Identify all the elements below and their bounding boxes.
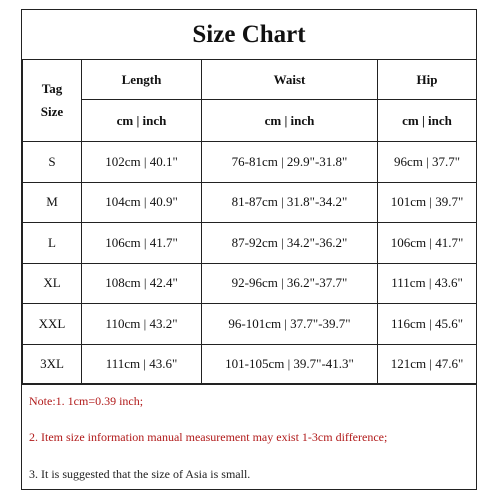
note-asia-size: 3. It is suggested that the size of Asia is small. <box>29 467 251 481</box>
notes-section <box>22 383 476 490</box>
hip-cell: 101cm | 39.7" <box>378 182 477 223</box>
note-conversion: Note:1. 1cm=0.39 inch; <box>29 394 144 408</box>
hip-cell: 121cm | 47.6" <box>378 344 477 385</box>
size-cell: XXL <box>23 304 82 345</box>
waist-unit: cm | inch <box>202 100 378 142</box>
size-cell: XL <box>23 263 82 304</box>
hip-cell: 96cm | 37.7" <box>378 142 477 183</box>
hip-cell: 116cm | 45.6" <box>378 304 477 345</box>
table-row <box>23 182 477 223</box>
table-row <box>23 263 477 304</box>
waist-header: Waist <box>202 60 378 100</box>
size-cell: M <box>23 182 82 223</box>
waist-cell: 76-81cm | 29.9"-31.8" <box>202 142 378 183</box>
tag-label: Tag <box>41 81 63 97</box>
length-cell: 106cm | 41.7" <box>82 223 202 264</box>
table-row <box>23 142 477 183</box>
length-cell: 102cm | 40.1" <box>82 142 202 183</box>
size-label: Size <box>40 103 64 119</box>
hip-unit: cm | inch <box>378 100 477 142</box>
tag-size-header <box>23 60 82 142</box>
length-unit: cm | inch <box>82 100 202 142</box>
length-cell: 108cm | 42.4" <box>82 263 202 304</box>
waist-cell: 101-105cm | 39.7"-41.3" <box>202 344 378 385</box>
table-row <box>23 223 477 264</box>
length-cell: 104cm | 40.9" <box>82 182 202 223</box>
waist-cell: 87-92cm | 34.2"-36.2" <box>202 223 378 264</box>
length-cell: 111cm | 43.6" <box>82 344 202 385</box>
length-cell: 110cm | 43.2" <box>82 304 202 345</box>
size-cell: L <box>23 223 82 264</box>
page-title: Size Chart <box>22 10 476 60</box>
waist-cell: 96-101cm | 37.7"-39.7" <box>202 304 378 345</box>
waist-cell: 81-87cm | 31.8"-34.2" <box>202 182 378 223</box>
hip-cell: 111cm | 43.6" <box>378 263 477 304</box>
size-table <box>22 59 477 385</box>
size-chart <box>21 9 477 490</box>
hip-cell: 106cm | 41.7" <box>378 223 477 264</box>
size-cell: 3XL <box>23 344 82 385</box>
length-header: Length <box>82 60 202 100</box>
note-measurement: 2. Item size information manual measurement may exist 1-3cm difference; <box>29 430 388 444</box>
unit-row <box>23 100 477 142</box>
header-row <box>23 60 477 100</box>
table-row <box>23 304 477 345</box>
size-cell: S <box>23 142 82 183</box>
hip-header: Hip <box>378 60 477 100</box>
table-row <box>23 344 477 385</box>
waist-cell: 92-96cm | 36.2"-37.7" <box>202 263 378 304</box>
